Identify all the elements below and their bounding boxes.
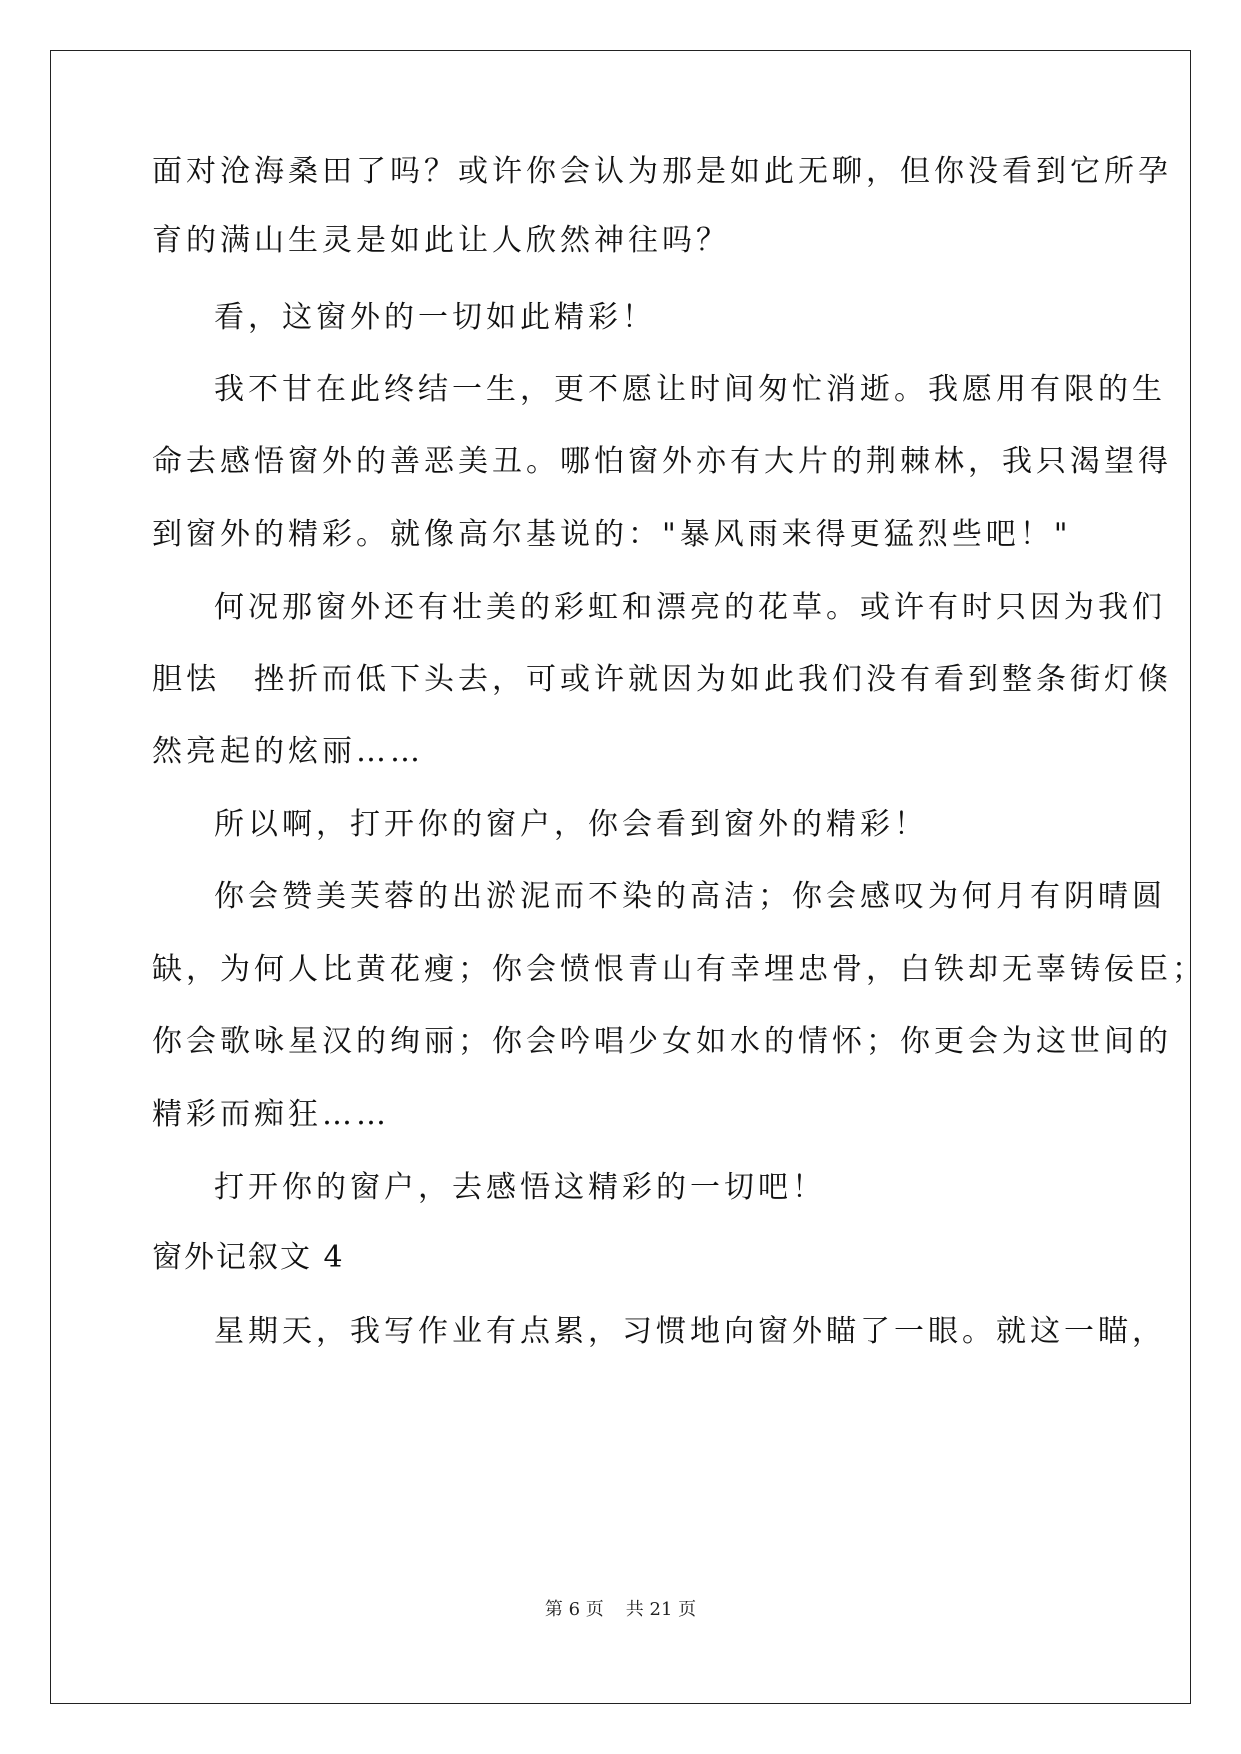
text-line: 命去感悟窗外的善恶美丑。哪怕窗外亦有大片的荆棘林，我只渴望得 (152, 444, 1172, 479)
text-line: 到窗外的精彩。就像高尔基说的："暴风雨来得更猛烈些吧！" (152, 517, 1072, 552)
text-line: 精彩而痴狂…… (152, 1097, 390, 1132)
text-line: 然亮起的炫丽…… (152, 734, 424, 769)
text-line: 看，这窗外的一切如此精彩！ (214, 300, 656, 335)
page-footer (0, 1598, 1241, 1622)
text-line: 所以啊，打开你的窗户，你会看到窗外的精彩！ (214, 807, 928, 842)
text-line: 缺，为何人比黄花瘦；你会愤恨青山有幸埋忠骨，白铁却无辜铸佞臣； (152, 952, 1206, 987)
section-heading: 窗外记叙文 4 (152, 1240, 345, 1275)
text-line: 你会赞美芙蓉的出淤泥而不染的高洁；你会感叹为何月有阴晴圆 (214, 879, 1166, 914)
text-line: 你会歌咏星汉的绚丽；你会吟唱少女如水的情怀；你更会为这世间的 (152, 1024, 1172, 1059)
text-line: 何况那窗外还有壮美的彩虹和漂亮的花草。或许有时只因为我们 (214, 590, 1166, 625)
text-line: 打开你的窗户，去感悟这精彩的一切吧！ (214, 1170, 826, 1205)
text-line: 星期天，我写作业有点累，习惯地向窗外瞄了一眼。就这一瞄， (214, 1314, 1166, 1349)
text-line: 胆怯 挫折而低下头去，可或许就因为如此我们没有看到整条街灯倏 (152, 662, 1172, 697)
text-line: 育的满山生灵是如此让人欣然神往吗？ (152, 223, 730, 258)
page-number: 第 6 页 (544, 1599, 604, 1620)
text-line: 我不甘在此终结一生，更不愿让时间匆忙消逝。我愿用有限的生 (214, 372, 1166, 407)
page-total: 共 21 页 (625, 1599, 697, 1620)
text-line: 面对沧海桑田了吗？或许你会认为那是如此无聊，但你没看到它所孕 (152, 154, 1172, 189)
